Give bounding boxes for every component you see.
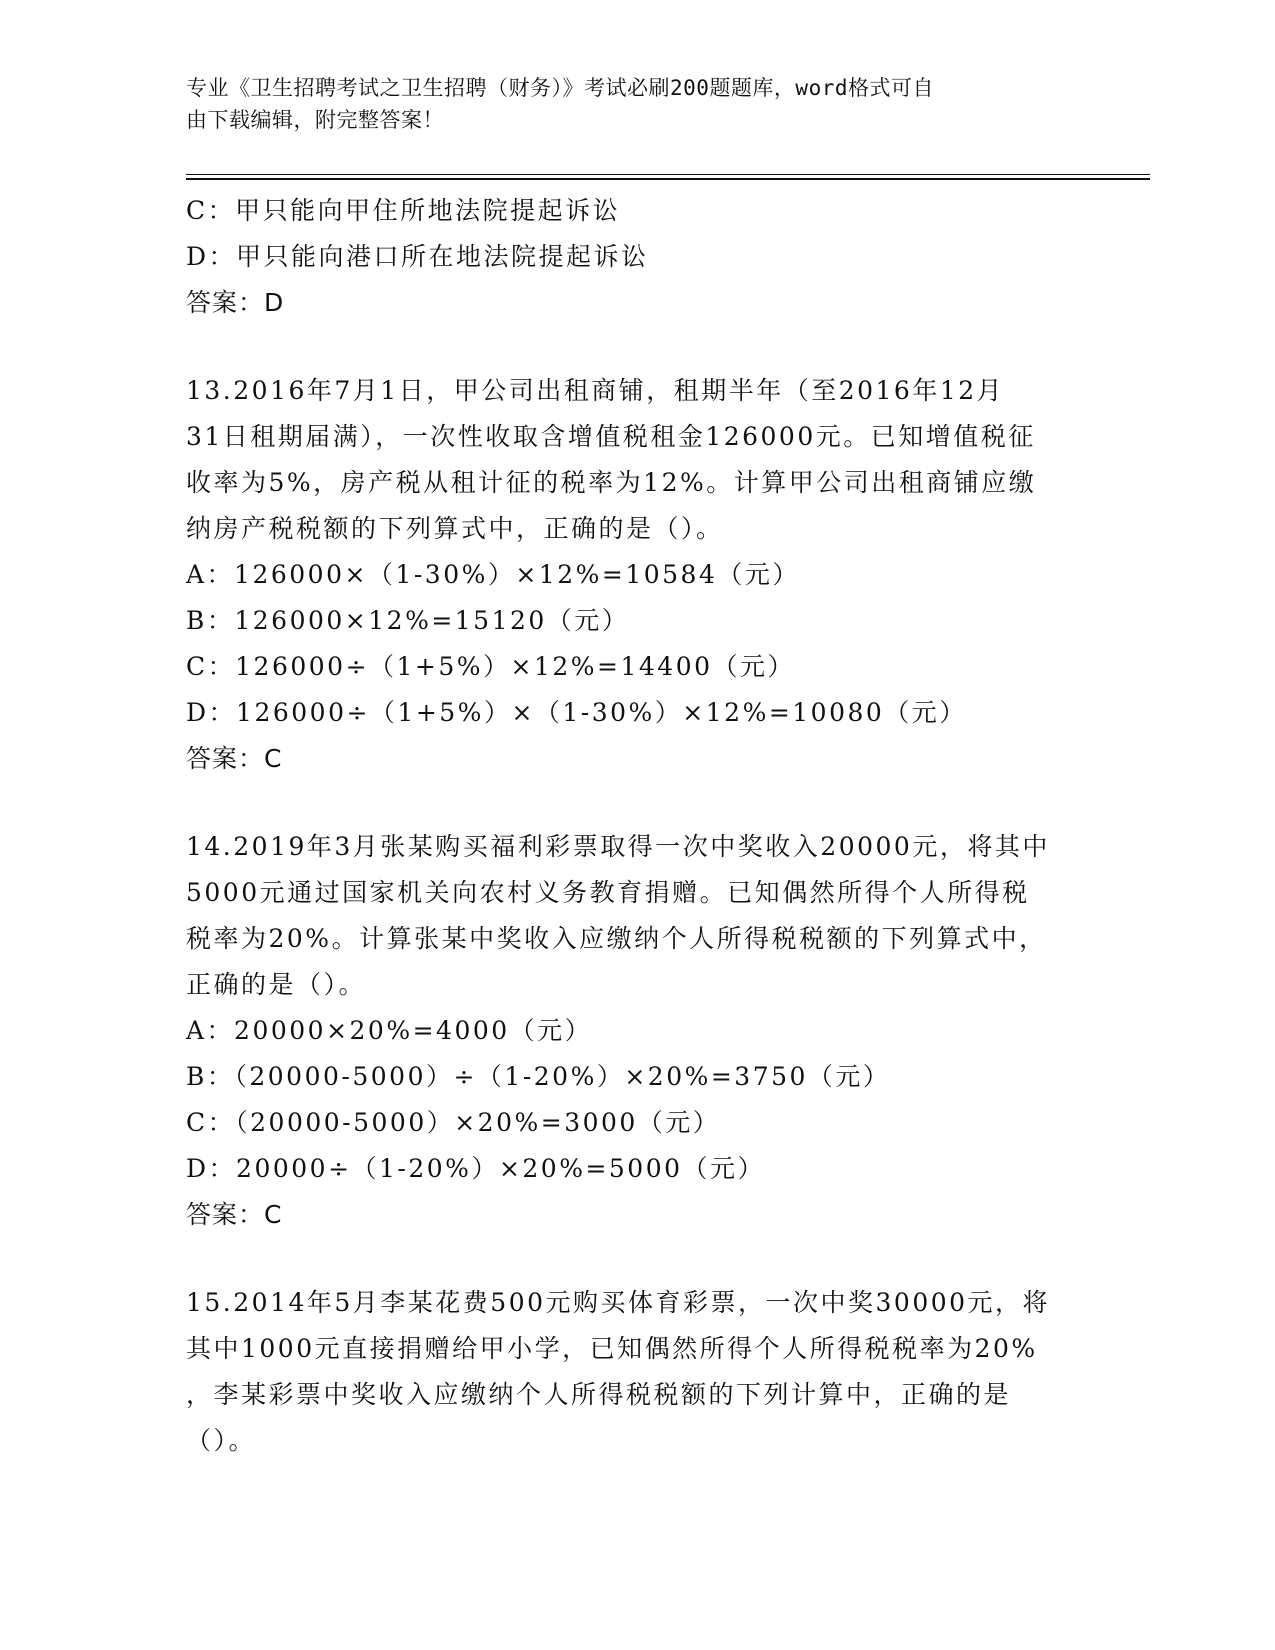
q14-stem-line: 正确的是（）。 [186, 970, 367, 999]
q13-stem-line: 纳房产税税额的下列算式中，正确的是（）。 [186, 514, 724, 543]
q13-option-a: A：126000×（1-30%）×12%=10584（元） [186, 560, 800, 589]
q14-stem-line: 14.2019年3月张某购买福利彩票取得一次中奖收入20000元，将其中 [186, 832, 1050, 861]
q12-option-c: C：甲只能向甲住所地法院提起诉讼 [186, 196, 621, 225]
q15-stem-line: （）。 [186, 1426, 257, 1455]
q13-option-b: B：126000×12%=15120（元） [186, 606, 630, 635]
header-divider-thick [186, 178, 1150, 180]
q13-option-d: D：126000÷（1+5%）×（1-30%）×12%=10080（元） [186, 698, 967, 727]
document-header [186, 72, 1066, 136]
q13-stem-line: 收率为5%，房产税从租计征的税率为12%。计算甲公司出租商铺应缴 [186, 468, 1037, 497]
q15-stem-line: 其中1000元直接捐赠给甲小学，已知偶然所得个人所得税税率为20% [186, 1334, 1038, 1363]
q13-stem-line: 13.2016年7月1日，甲公司出租商铺，租期半年（至2016年12月 [186, 376, 1005, 405]
q12-answer: 答案：D [186, 288, 285, 317]
q14-option-c: C：（20000-5000）×20%=3000（元） [186, 1108, 721, 1137]
q13-stem-line: 31日租期届满），一次性收取含增值税租金126000元。已知增值税征 [186, 422, 1036, 451]
header-divider-thin [186, 174, 1150, 175]
q14-stem-line: 税率为20%。计算张某中奖收入应缴纳个人所得税税额的下列算式中， [186, 924, 1047, 953]
q14-option-a: A：20000×20%=4000（元） [186, 1016, 593, 1045]
question-14 [186, 824, 1086, 1238]
q13-option-c: C：126000÷（1+5%）×12%=14400（元） [186, 652, 796, 681]
q14-option-d: D：20000÷（1-20%）×20%=5000（元） [186, 1154, 766, 1183]
header-line-2: 由下载编辑，附完整答案！ [186, 108, 444, 132]
q13-answer: 答案：C [186, 744, 283, 773]
q14-option-b: B：（20000-5000）÷（1-20%）×20%=3750（元） [186, 1062, 891, 1091]
q15-stem-line: 15.2014年5月李某花费500元购买体育彩票，一次中奖30000元，将 [186, 1288, 1051, 1317]
document-body [186, 188, 1086, 1464]
header-line-1: 专业《卫生招聘考试之卫生招聘（财务）》考试必刷200题题库，word格式可自 [186, 76, 934, 100]
question-15 [186, 1280, 1086, 1464]
q12-option-d: D：甲只能向港口所在地法院提起诉讼 [186, 242, 649, 271]
q14-stem-line: 5000元通过国家机关向农村义务教育捐赠。已知偶然所得个人所得税 [186, 878, 1030, 907]
q14-answer: 答案：C [186, 1200, 283, 1229]
q15-stem-line: ，李某彩票中奖收入应缴纳个人所得税税额的下列计算中，正确的是 [186, 1380, 1012, 1409]
question-13 [186, 368, 1086, 782]
